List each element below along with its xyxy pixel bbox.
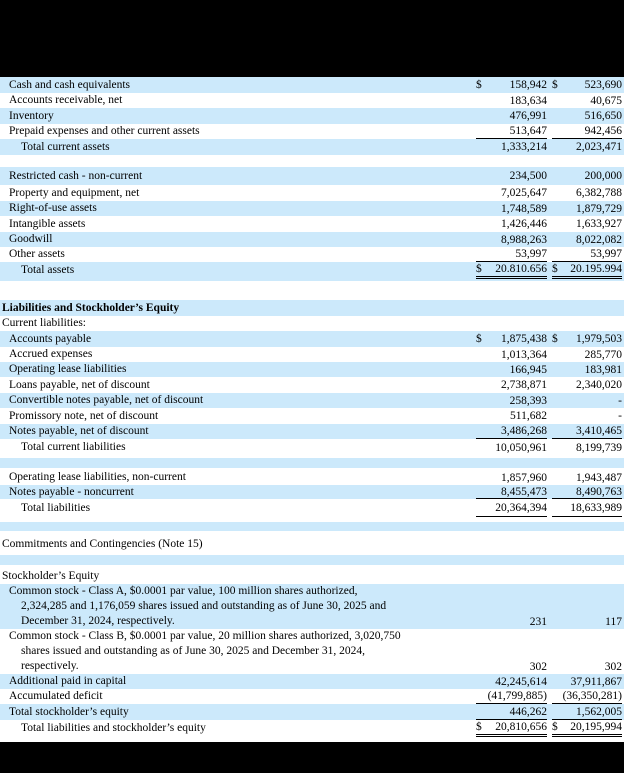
row-label: Total liabilities and stockholder’s equity (21, 722, 206, 734)
cell-value: (36,350,281) (562, 690, 622, 702)
top-letterbox (0, 0, 624, 77)
table-row (0, 537, 624, 552)
row-label: Commitments and Contingencies (Note 15) (2, 538, 203, 550)
row-label: Loans payable, net of discount (9, 378, 150, 391)
value-column-2 (552, 689, 622, 704)
row-label: Total current assets (21, 140, 110, 153)
cell-value: 302 (604, 660, 622, 673)
cell-value: 523,690 (584, 79, 622, 91)
row-label: Accrued expenses (9, 348, 93, 360)
cell-value: 234,500 (509, 170, 547, 182)
cell-value: 1,333,214 (501, 141, 547, 153)
value-column-1 (476, 689, 547, 704)
table-row (0, 689, 624, 704)
value-column-2 (552, 201, 622, 216)
cell-value: 8,022,082 (576, 233, 622, 246)
table-row (0, 201, 624, 216)
row-label: Stockholder’s Equity (2, 570, 100, 582)
value-column-1 (476, 393, 547, 408)
value-column-1 (476, 674, 547, 689)
value-column-2 (552, 614, 622, 629)
table-row (0, 720, 624, 742)
row-label-line: shares issued and outstanding as of June 30, 2025 and December 31, 2024, (21, 645, 365, 657)
value-column-1 (476, 362, 547, 377)
row-label: Accounts payable (9, 332, 92, 345)
value-column-2 (552, 362, 622, 377)
value-column-1 (476, 331, 547, 347)
row-label: Operating lease liabilities, non-current (9, 471, 186, 483)
row-label: Other assets (9, 248, 65, 260)
spacer-row (0, 155, 624, 167)
dollar-sign: $ (552, 721, 558, 733)
table-row (0, 124, 624, 139)
cell-value: 942,456 (584, 125, 622, 137)
value-column-1 (476, 614, 547, 629)
row-label: Right-of-use assets (9, 202, 97, 214)
table-row (0, 424, 624, 439)
value-column-1 (476, 408, 547, 424)
cell-value: 1,748,589 (501, 202, 547, 215)
cell-value: 8,199,739 (576, 441, 622, 454)
value-column-1 (476, 720, 547, 737)
value-column-1 (476, 470, 547, 485)
value-column-1 (476, 216, 547, 232)
dollar-sign: $ (476, 263, 482, 275)
cell-value: 7,025,647 (501, 187, 547, 199)
value-column-2 (552, 674, 622, 689)
cell-value: 2,340,020 (576, 379, 622, 391)
cell-value: 1,857,960 (501, 471, 547, 484)
cell-value: 117 (605, 615, 622, 628)
row-label (0, 584, 476, 629)
value-column-1 (476, 704, 547, 720)
value-column-1 (476, 347, 547, 362)
value-column-2 (552, 262, 622, 279)
value-column-1 (476, 659, 547, 674)
row-label: Notes payable, net of discount (9, 425, 149, 437)
row-label: Promissory note, net of discount (9, 409, 159, 422)
dollar-sign: $ (552, 79, 558, 91)
cell-value: 8,490,763 (576, 485, 622, 498)
value-column-2 (552, 485, 622, 499)
cell-value: 1,562,005 (576, 705, 622, 718)
cell-value: 20,364,394 (495, 501, 547, 514)
cell-value: 20.810.656 (495, 263, 547, 275)
value-column-2 (552, 108, 622, 124)
table-row (0, 674, 624, 689)
value-column-2 (552, 408, 622, 424)
value-column-2 (552, 393, 622, 408)
table-row (0, 704, 624, 720)
cell-value: 1,943,487 (576, 471, 622, 484)
table-row (0, 316, 624, 331)
cell-value: 42,245,614 (495, 675, 547, 688)
cell-value: 476,991 (509, 110, 547, 122)
value-column-2 (552, 439, 622, 456)
value-column-2 (552, 470, 622, 485)
table-row (0, 569, 624, 584)
table-row (0, 584, 624, 629)
table-row (0, 347, 624, 362)
spacer-row (0, 555, 624, 565)
cell-value: 285,770 (584, 348, 622, 361)
table-row (0, 262, 624, 281)
value-column-2 (552, 247, 622, 262)
cell-value: 158,942 (509, 79, 547, 91)
row-label-line: 2,324,285 and 1,176,059 shares issued and outstanding as of June 30, 2025 and (21, 600, 387, 612)
cell-value: 302 (529, 660, 547, 673)
value-column-1 (476, 201, 547, 216)
cell-value: 20,195,994 (570, 721, 622, 733)
dollar-sign: $ (476, 721, 482, 733)
value-column-1 (476, 485, 547, 499)
cell-value: 1,879,729 (576, 202, 622, 215)
row-label: Goodwill (9, 233, 53, 245)
table-row (0, 499, 624, 517)
value-column-2 (552, 124, 622, 139)
row-label: Restricted cash - non-current (9, 169, 143, 182)
row-label: Inventory (9, 109, 54, 122)
value-column-1 (476, 108, 547, 124)
row-label-line: December 31, 2024, respectively. (21, 615, 175, 627)
spacer-row (0, 281, 624, 300)
value-column-1 (476, 377, 547, 393)
row-label: Convertible notes payable, net of discount (9, 394, 204, 406)
cell-value: 258,393 (509, 394, 547, 407)
table-row (0, 77, 624, 93)
row-label: Property and equipment, net (9, 186, 140, 199)
value-column-2 (552, 167, 622, 185)
row-label: Operating lease liabilities (9, 363, 127, 375)
spacer-row (0, 458, 624, 468)
table-row (0, 393, 624, 408)
cell-value: 10,050,961 (495, 441, 547, 454)
cell-value: 8,988,263 (501, 233, 547, 246)
bottom-letterbox (0, 742, 624, 773)
cell-value: 183,981 (584, 363, 622, 376)
value-column-2 (552, 347, 622, 362)
cell-value: 511,682 (510, 410, 547, 422)
balance-sheet-table (0, 77, 624, 742)
table-row (0, 377, 624, 393)
value-column-1 (476, 167, 547, 185)
table-row (0, 439, 624, 456)
cell-value: (41,799,885) (487, 690, 547, 702)
row-label: Accounts receivable, net (9, 94, 123, 106)
cell-value: 166,945 (509, 363, 547, 376)
cell-value: 20,810,656 (495, 721, 547, 733)
cell-value: 3,410,465 (576, 425, 622, 437)
value-column-2 (552, 499, 622, 517)
cell-value: 53,997 (515, 248, 547, 260)
row-label: Accumulated deficit (9, 690, 103, 702)
table-row (0, 216, 624, 232)
value-column-2 (552, 331, 622, 347)
value-column-1 (476, 124, 547, 139)
row-label: Total liabilities (21, 501, 91, 514)
value-column-1 (476, 439, 547, 456)
dollar-sign: $ (552, 333, 558, 345)
cell-value: 8,455,473 (501, 485, 547, 498)
value-column-1 (476, 262, 547, 279)
value-column-1 (476, 185, 547, 201)
row-label-line: Common stock - Class B, $0.0001 par value, 20 million shares authorized, 3,020,750 (9, 630, 401, 642)
value-column-2 (552, 424, 622, 439)
value-column-2 (552, 704, 622, 720)
table-row (0, 629, 624, 674)
table-row (0, 331, 624, 347)
spacer-row (0, 522, 624, 531)
value-column-1 (476, 247, 547, 262)
row-label: Total current liabilities (21, 441, 126, 453)
value-column-2 (552, 185, 622, 201)
cell-value: 516,650 (584, 110, 622, 122)
cell-value: - (618, 410, 622, 422)
cell-value: 2,738,871 (501, 379, 547, 391)
value-column-2 (552, 77, 622, 93)
cell-value: 231 (529, 615, 547, 628)
value-column-2 (552, 720, 622, 737)
cell-value: 40,675 (590, 94, 622, 107)
dollar-sign: $ (552, 263, 558, 275)
table-row (0, 300, 624, 316)
table-row (0, 232, 624, 247)
cell-value: 3,486,268 (501, 425, 547, 437)
dollar-sign: $ (476, 79, 482, 91)
row-label: Total assets (21, 264, 75, 276)
table-row (0, 470, 624, 485)
value-column-1 (476, 139, 547, 155)
cell-value: 183,634 (509, 94, 547, 107)
dollar-sign: $ (476, 333, 482, 345)
table-row (0, 167, 624, 185)
table-row (0, 139, 624, 155)
table-row (0, 408, 624, 424)
table-row (0, 247, 624, 262)
value-column-1 (476, 232, 547, 247)
cell-value: 200,000 (584, 170, 622, 182)
table-row (0, 485, 624, 499)
value-column-2 (552, 377, 622, 393)
row-label: Cash and cash equivalents (9, 78, 131, 91)
cell-value: 6,382,788 (576, 187, 622, 199)
cell-value: 1,426,446 (501, 218, 547, 230)
cell-value: 446,262 (509, 705, 547, 718)
cell-value: 37,911,867 (570, 675, 622, 688)
row-label: Current liabilities: (2, 317, 86, 329)
row-label: Additional paid in capital (9, 675, 127, 687)
cell-value: - (618, 394, 622, 407)
cell-value: 2,023,471 (576, 141, 622, 153)
value-column-1 (476, 77, 547, 93)
cell-value: 1,875,438 (501, 333, 547, 345)
value-column-2 (552, 93, 622, 108)
cell-value: 20.195.994 (570, 263, 622, 275)
cell-value: 18,633,989 (570, 501, 622, 514)
value-column-2 (552, 216, 622, 232)
value-column-2 (552, 659, 622, 674)
table-row (0, 362, 624, 377)
row-label-line: Common stock - Class A, $0.0001 par value, 100 million shares authorized, (9, 585, 358, 597)
row-label-line: respectively. (21, 660, 79, 672)
value-column-2 (552, 232, 622, 247)
table-row (0, 93, 624, 108)
row-label: Prepaid expenses and other current assets (9, 125, 200, 137)
cell-value: 1,013,364 (501, 348, 547, 361)
cell-value: 53,997 (590, 248, 622, 260)
table-row (0, 185, 624, 201)
value-column-1 (476, 499, 547, 517)
row-label (0, 629, 476, 674)
table-row (0, 108, 624, 124)
value-column-1 (476, 93, 547, 108)
cell-value: 1,633,927 (576, 218, 622, 230)
row-label: Total stockholder’s equity (9, 705, 129, 718)
value-column-2 (552, 139, 622, 155)
cell-value: 513,647 (509, 125, 547, 137)
row-label: Intangible assets (9, 217, 86, 230)
row-label: Notes payable - noncurrent (9, 485, 134, 498)
value-column-1 (476, 424, 547, 439)
cell-value: 1,979,503 (576, 333, 622, 345)
row-label: Liabilities and Stockholder’s Equity (2, 301, 180, 314)
